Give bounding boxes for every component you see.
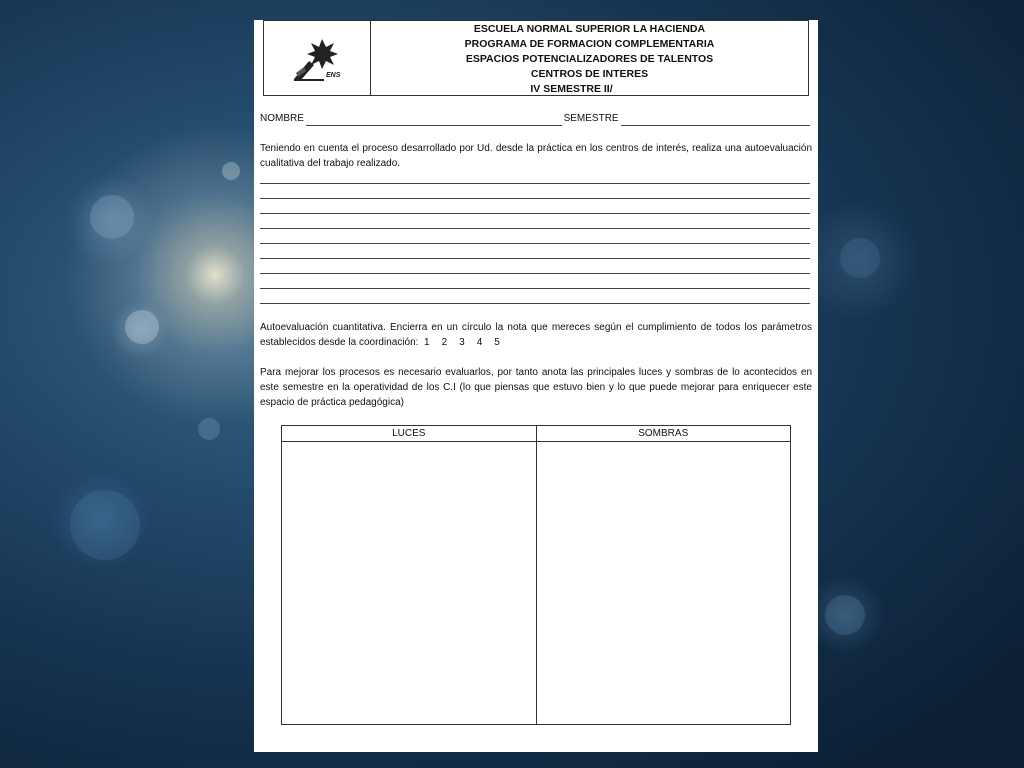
answer-line[interactable]	[260, 198, 810, 199]
grade-option[interactable]: 2	[441, 337, 448, 348]
name-row	[260, 111, 812, 126]
instruction-quantitative-text: Autoevaluación cuantitativa. Encierra en un círculo la nota que mereces según el cumplimiento de todos los parámetros establecidos desde la coordinación:	[260, 322, 812, 348]
grade-option[interactable]: 4	[476, 337, 483, 348]
answer-line[interactable]	[260, 228, 810, 229]
background-bokeh	[125, 310, 159, 344]
sombras-cell[interactable]	[537, 442, 791, 724]
answer-line[interactable]	[260, 303, 810, 304]
document-header	[263, 20, 809, 96]
grade-option[interactable]: 5	[494, 337, 500, 348]
header-spaces: ESPACIOS POTENCIALIZADORES DE TALENTOS	[465, 53, 714, 65]
grade-option[interactable]: 3	[459, 337, 465, 348]
semestre-label: SEMESTRE	[563, 113, 619, 124]
sombras-header: SOMBRAS	[537, 426, 791, 442]
instruction-quantitative	[260, 320, 812, 350]
background-bokeh	[825, 595, 865, 635]
nombre-label: NOMBRE	[260, 113, 304, 124]
luces-cell[interactable]	[282, 442, 536, 724]
sombras-column	[536, 426, 791, 724]
instruction-qualitative: Teniendo en cuenta el proceso desarrollado por Ud. desde la práctica en los centros de interés, realiza una autoevaluación cualitativa del trabajo realizado.	[260, 143, 812, 169]
answer-line[interactable]	[260, 288, 810, 289]
answer-line[interactable]	[260, 273, 810, 274]
svg-text:ENS: ENS	[326, 72, 341, 79]
background-bokeh	[90, 195, 134, 239]
nombre-field[interactable]	[306, 114, 562, 126]
instruction-lights-shadows: Para mejorar los procesos es necesario evaluarlos, por tanto anota las principales luces y sombras de lo acontecidos en este semestre en la operatividad de los C.I (lo que piensas que estuvo bien y lo que puede mejorar para enriquecer este espacio de práctica pedagógica)	[260, 367, 812, 408]
background-bokeh	[840, 238, 880, 278]
semestre-field[interactable]	[621, 114, 810, 126]
logo-cell	[264, 21, 371, 95]
header-school-name: ESCUELA NORMAL SUPERIOR LA HACIENDA	[473, 23, 706, 35]
background-bokeh	[222, 162, 240, 180]
grade-options	[421, 337, 512, 348]
background-bokeh	[70, 490, 140, 560]
header-title	[371, 21, 808, 95]
form-page	[254, 20, 818, 752]
grade-option[interactable]: 1	[424, 337, 430, 348]
answer-line[interactable]	[260, 183, 810, 184]
background-bokeh	[198, 418, 220, 440]
luces-column	[282, 426, 536, 724]
lights-shadows-table	[281, 425, 791, 725]
answer-line[interactable]	[260, 243, 810, 244]
header-centers: CENTROS DE INTERES	[530, 68, 649, 80]
school-emblem-logo-icon	[264, 21, 368, 95]
luces-header: LUCES	[282, 426, 536, 442]
header-program: PROGRAMA DE FORMACION COMPLEMENTARIA	[464, 38, 715, 50]
header-semester: IV SEMESTRE II/	[530, 83, 613, 95]
answer-line[interactable]	[260, 213, 810, 214]
answer-line[interactable]	[260, 258, 810, 259]
